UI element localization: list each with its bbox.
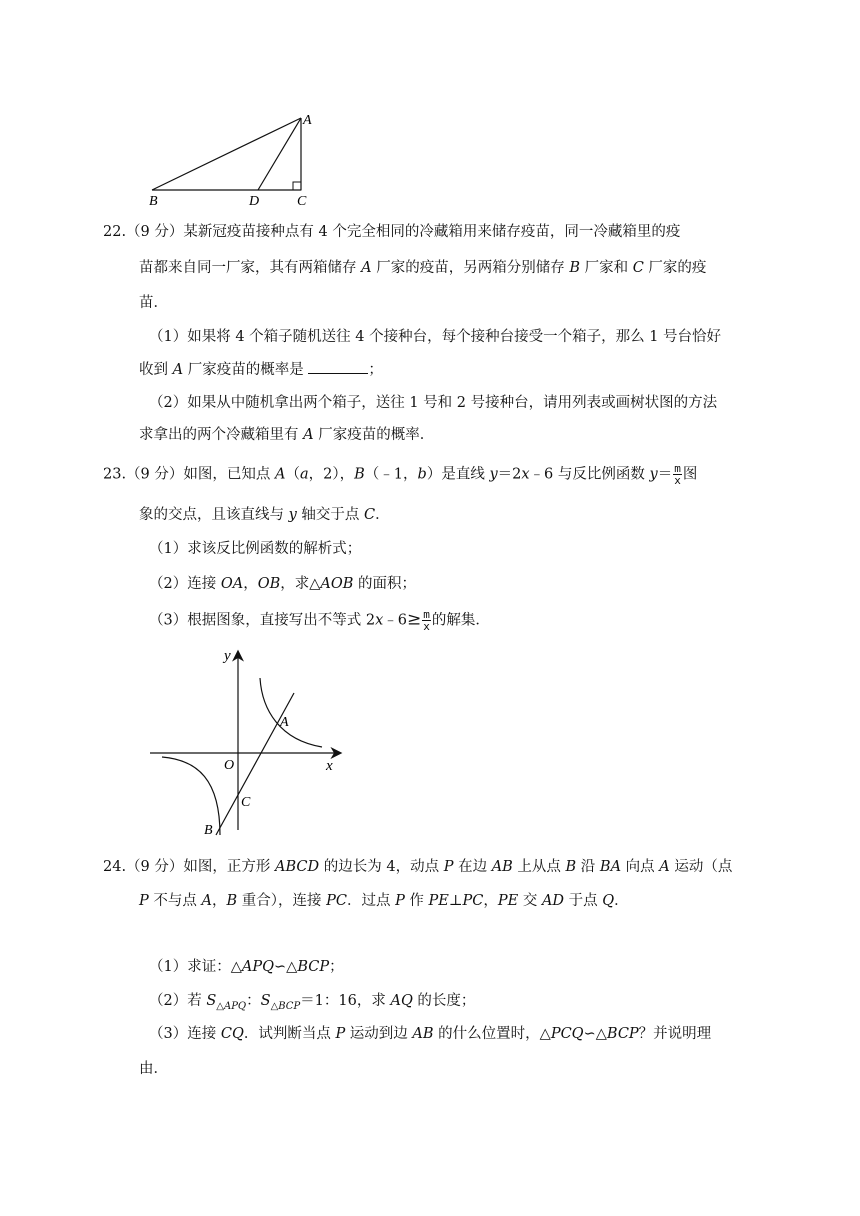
var: ABCD xyxy=(275,859,320,875)
text: 沿 xyxy=(576,859,600,875)
label-c: C xyxy=(241,795,251,810)
var: PC xyxy=(462,893,484,909)
label-c: C xyxy=(297,194,307,208)
var-b: B xyxy=(569,260,580,276)
denominator: x xyxy=(423,620,430,633)
text: （3）根据图象，直接写出不等式 2 xyxy=(149,612,376,629)
label-o: O xyxy=(224,758,235,773)
q23-part2 xyxy=(149,574,416,594)
var: CQ xyxy=(220,1026,244,1042)
var-a: A xyxy=(361,260,372,276)
text: 的长度； xyxy=(412,993,476,1009)
var: B xyxy=(565,859,577,875)
answer-blank xyxy=(308,359,368,374)
text: ﹣6 与反比例函数 xyxy=(529,466,650,483)
text: 运动（点 xyxy=(669,859,733,875)
var: P xyxy=(443,859,454,875)
label-a: A xyxy=(303,113,312,128)
text: ，2）， xyxy=(308,466,355,483)
var: P xyxy=(395,893,405,909)
q22-part2-line2 xyxy=(139,425,434,445)
text: ＝2 xyxy=(497,466,522,483)
text: 作 xyxy=(404,893,429,909)
text: ．试判断当点 xyxy=(243,1026,336,1042)
var: y xyxy=(288,507,297,523)
text: 运动到边 xyxy=(345,1026,413,1042)
text: 图 xyxy=(682,466,698,483)
q22-stem-line2 xyxy=(139,258,706,278)
text: 上从点 xyxy=(512,859,566,875)
text: ⊥ xyxy=(448,893,463,909)
text: 轴交于点 xyxy=(296,507,365,523)
var: AB xyxy=(491,859,513,875)
var: PC xyxy=(326,893,347,909)
text: ， xyxy=(211,893,227,909)
q22-part1-line2 xyxy=(139,359,383,380)
var: AD xyxy=(541,893,565,909)
text: ，求△ xyxy=(280,576,321,592)
var: Q xyxy=(602,893,615,909)
q22-stem-line1: 22.（9 分）某新冠疫苗接种点有 4 个完全相同的冷藏箱用来储存疫苗，同一冷藏箱里的疫 xyxy=(103,224,681,240)
text: 象的交点，且该直线与 xyxy=(139,507,289,523)
var: BCP xyxy=(297,959,330,975)
text: ＝1：16，求 xyxy=(300,993,391,1009)
var: AQ xyxy=(390,993,413,1009)
text: ． xyxy=(614,893,629,909)
var: b xyxy=(417,466,427,483)
fraction-m-over-x xyxy=(673,463,682,486)
label-b: B xyxy=(149,194,158,208)
q24-stem-line1 xyxy=(103,857,732,877)
q22-part1-line1: （1）如果将 4 个箱子随机送往 4 个接种台，每个接种台接受一个箱子，那么 1 号台恰好 xyxy=(149,329,722,345)
text: 的什么位置时，△ xyxy=(433,1026,551,1042)
label-x: x xyxy=(326,758,333,774)
text: （﹣1， xyxy=(364,466,418,483)
text: ？并说明理 xyxy=(638,1026,712,1042)
text: 交 xyxy=(518,893,542,909)
label-b: B xyxy=(204,823,213,838)
var: PCQ xyxy=(550,1026,584,1042)
var: P xyxy=(335,1026,346,1042)
label-y: y xyxy=(224,648,231,664)
var: BCP xyxy=(606,1026,639,1042)
q24-part2 xyxy=(149,991,475,1017)
var-a: A xyxy=(172,362,184,378)
text: （1）求证：△ xyxy=(149,959,242,975)
text: 的解集． xyxy=(431,612,490,629)
text: ： xyxy=(246,993,261,1009)
text: 重合），连接 xyxy=(237,893,327,909)
geq-sign: ≥ xyxy=(406,609,422,630)
var: B xyxy=(226,893,238,909)
text: 求拿出的两个冷藏箱里有 xyxy=(139,427,304,443)
text: 收到 xyxy=(139,362,173,378)
text: （2）连接 xyxy=(149,576,221,592)
var: A xyxy=(275,466,286,483)
text: （2）若 xyxy=(149,993,207,1009)
text: 向点 xyxy=(621,859,660,875)
text: ． xyxy=(375,507,390,523)
var: OB xyxy=(257,576,281,592)
var: B xyxy=(354,466,365,483)
var: AOB xyxy=(320,576,354,592)
var: OA xyxy=(220,576,244,592)
q24-part3-line2: 由． xyxy=(139,1061,168,1077)
var-c: C xyxy=(632,260,644,276)
text: ； xyxy=(329,959,344,975)
q23-stem-line1 xyxy=(103,463,697,486)
hyperbola-branch-q1 xyxy=(260,678,322,747)
triangle-figure xyxy=(140,108,330,208)
text: 23.（9 分）如图，已知点 xyxy=(103,466,276,483)
text: ， xyxy=(483,893,498,909)
text: 于点 xyxy=(564,893,603,909)
text: （3）连接 xyxy=(149,1026,221,1042)
q22-stem-line3: 苗． xyxy=(139,295,168,311)
text: 在边 xyxy=(453,859,492,875)
q24-stem-line2 xyxy=(139,891,629,911)
text: （ xyxy=(285,466,300,483)
text: ∽△ xyxy=(583,1026,607,1042)
var-a: A xyxy=(303,427,314,443)
var: x xyxy=(375,612,384,629)
q23-part1: （1）求该反比例函数的解析式； xyxy=(149,541,362,557)
q22-part2-line1: （2）如果从中随机拿出两个箱子，送往 1 号和 2 号接种台，请用列表或画树状图的方法 xyxy=(149,395,718,411)
var: PE xyxy=(497,893,519,909)
text: ．过点 xyxy=(346,893,396,909)
denominator: x xyxy=(674,474,681,487)
q23-part3 xyxy=(149,609,490,632)
text: ）是直线 xyxy=(426,466,490,483)
var: P xyxy=(139,893,149,909)
numerator: m xyxy=(423,608,430,621)
text: ＝ xyxy=(657,466,673,483)
text: ； xyxy=(368,362,383,378)
text: 厂家和 xyxy=(579,260,633,276)
label-a: A xyxy=(280,715,289,730)
var: a xyxy=(300,466,309,483)
function-graph xyxy=(140,640,360,845)
var: S xyxy=(206,993,217,1009)
text: ， xyxy=(243,576,258,592)
var: S xyxy=(260,993,271,1009)
var: y xyxy=(489,466,498,483)
var: A xyxy=(659,859,670,875)
text: ﹣6 xyxy=(383,612,407,629)
text: 不与点 xyxy=(148,893,202,909)
label-d: D xyxy=(249,194,260,208)
text: 苗都来自同一厂家，其有两箱储存 xyxy=(139,260,362,276)
var: A xyxy=(201,893,212,909)
fraction-m-over-x xyxy=(422,609,431,632)
var: APQ xyxy=(241,959,275,975)
q23-stem-line2 xyxy=(139,505,390,525)
var: BA xyxy=(599,859,622,875)
text: 厂家疫苗的概率是 xyxy=(183,362,309,378)
var: C xyxy=(364,507,376,523)
var: y xyxy=(649,466,658,483)
text: 厂家的疫苗，另两箱分别储存 xyxy=(371,260,570,276)
var: PE xyxy=(428,893,449,909)
segment-ba xyxy=(152,118,301,190)
text: 的边长为 4，动点 xyxy=(319,859,444,875)
text: ∽△ xyxy=(274,959,298,975)
var: x xyxy=(521,466,530,483)
text: 厂家的疫 xyxy=(643,260,707,276)
q24-part1 xyxy=(149,957,344,977)
subscript: △APQ xyxy=(216,1000,247,1012)
subscript: △BCP xyxy=(270,1000,301,1012)
right-angle-mark xyxy=(293,182,301,190)
text: 24.（9 分）如图，正方形 xyxy=(103,859,276,875)
q24-part3-line1 xyxy=(149,1024,711,1044)
numerator: m xyxy=(674,462,681,475)
text: 的面积； xyxy=(353,576,417,592)
text: 厂家疫苗的概率． xyxy=(313,427,435,443)
var: AB xyxy=(412,1026,434,1042)
